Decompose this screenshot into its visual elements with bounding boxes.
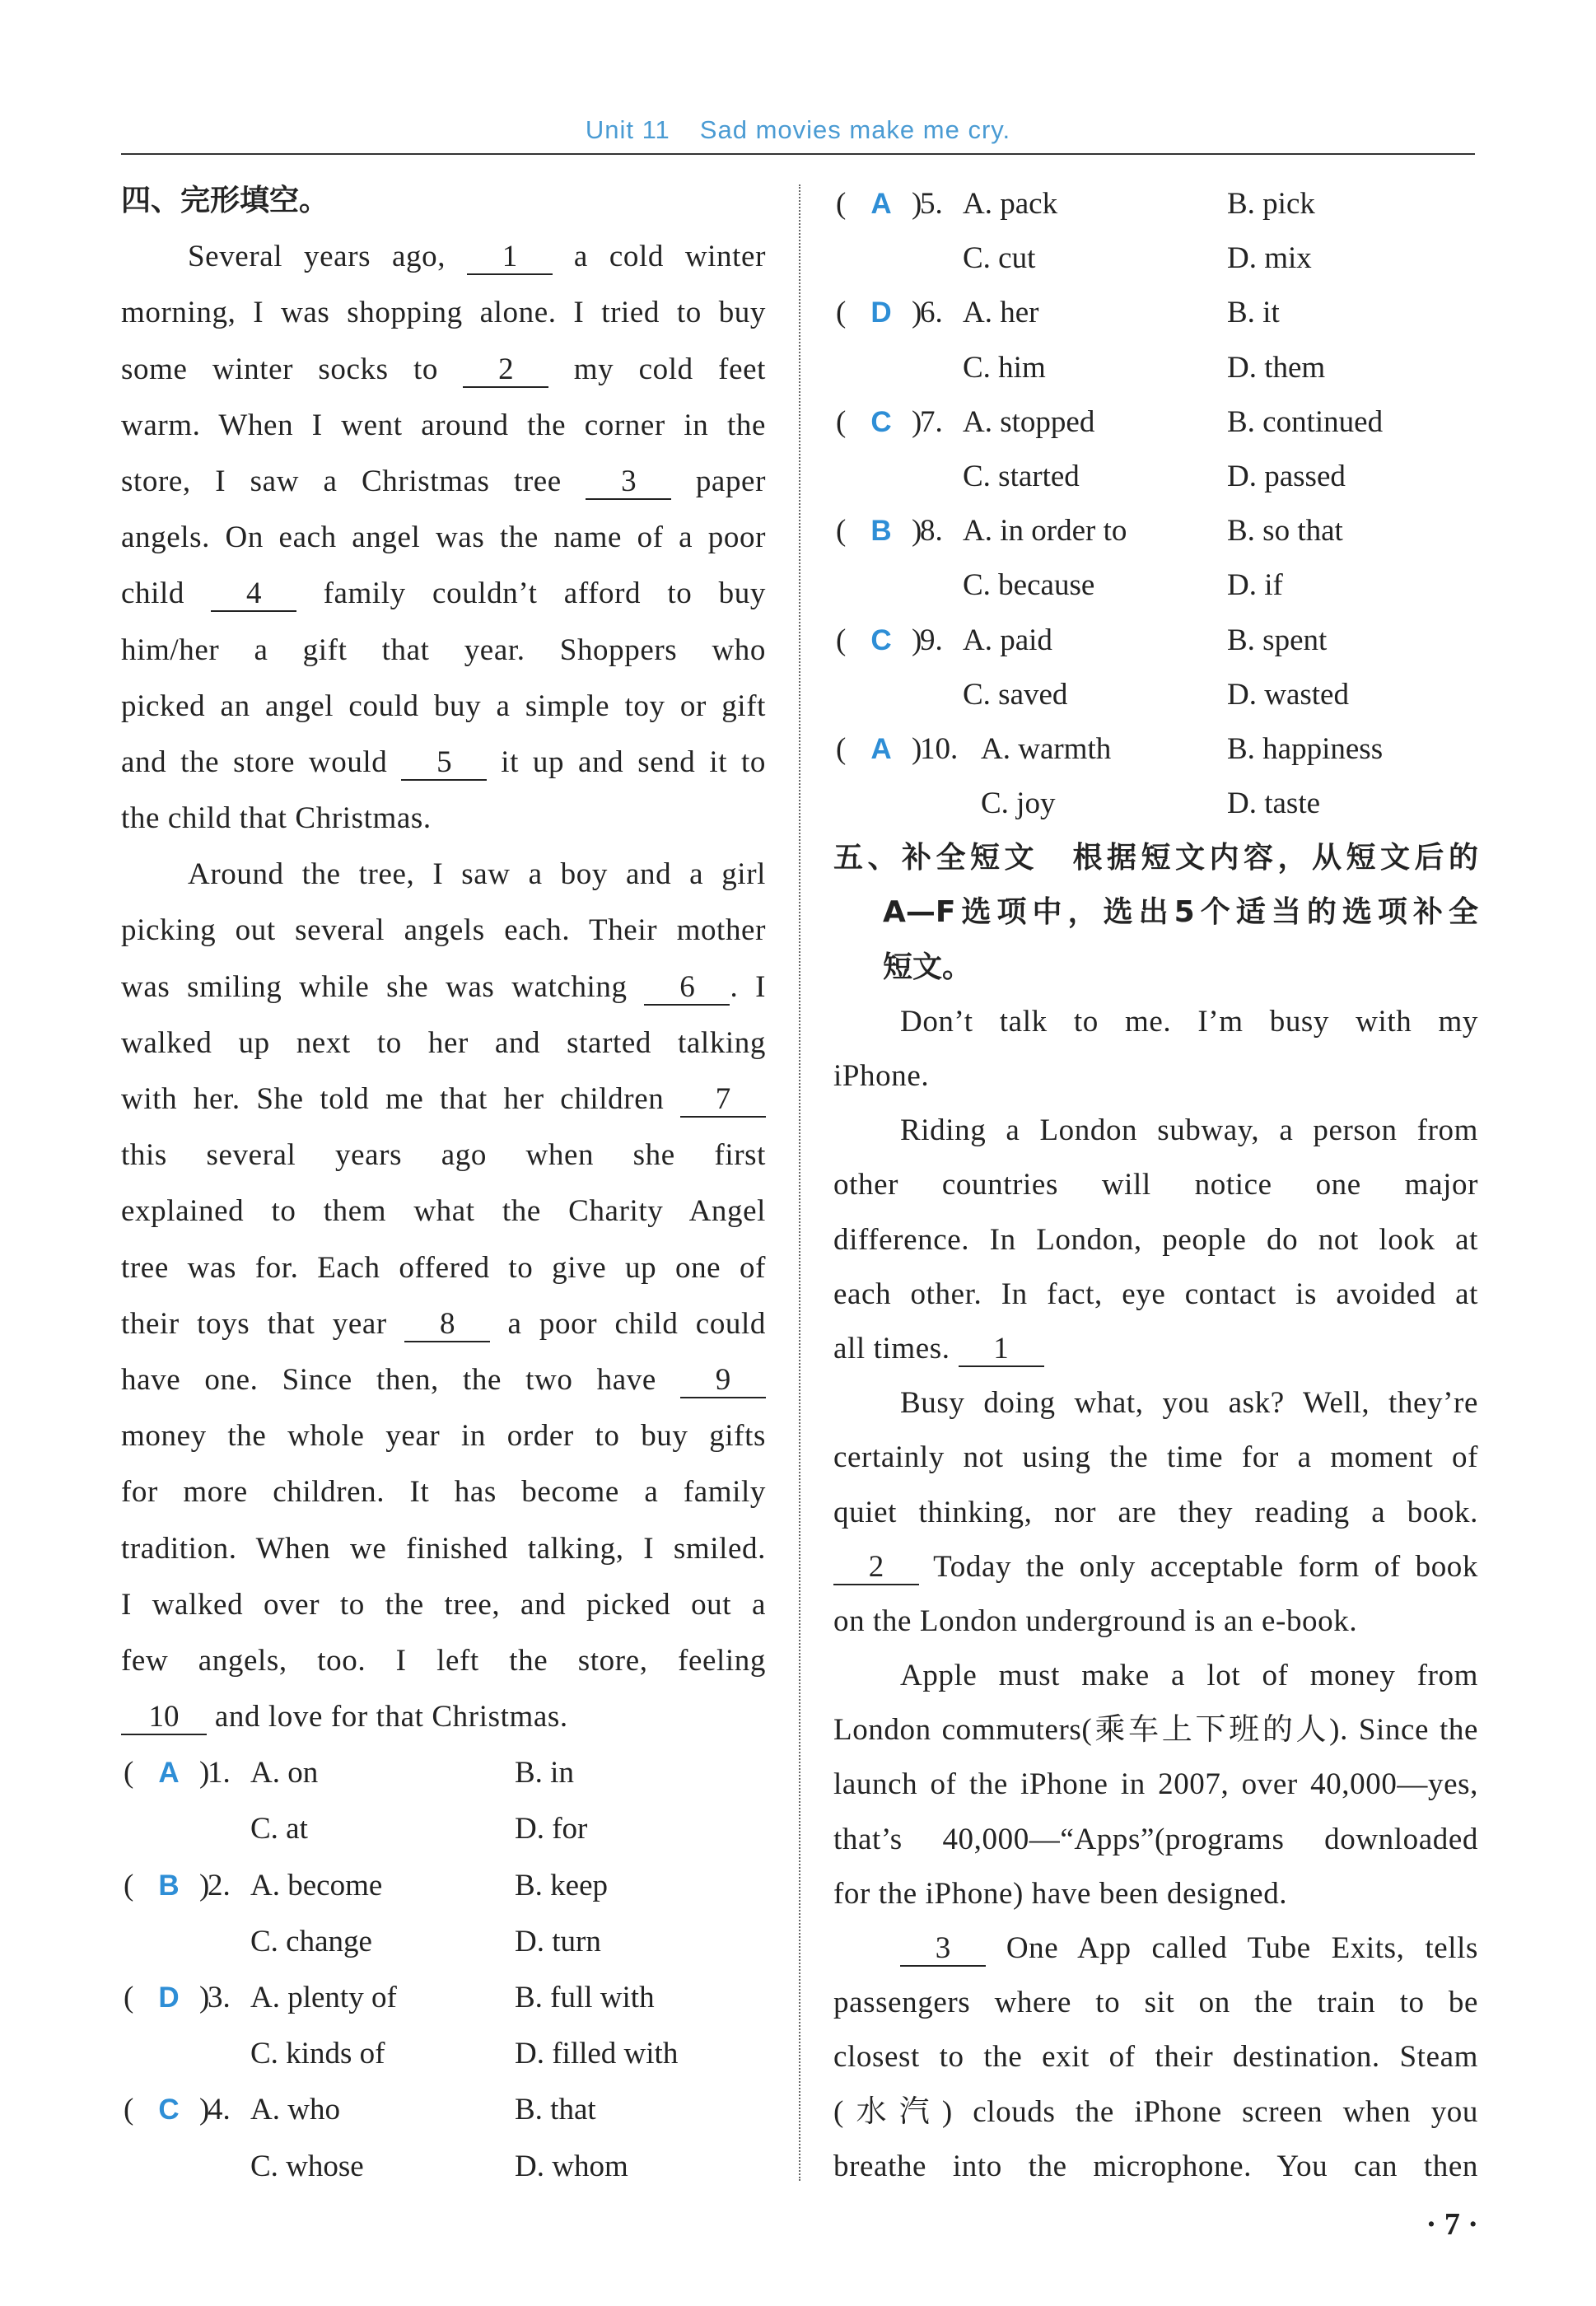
text-segment: for more children. It has become a family xyxy=(121,1475,766,1510)
answer-10: A xyxy=(870,732,892,765)
text-segment: the child that Christmas. xyxy=(121,801,432,836)
passage-line xyxy=(121,1577,766,1633)
blank-7: 7 xyxy=(680,1083,766,1118)
question-number-1: 1. xyxy=(208,1756,231,1790)
text-segment: breathe into the microphone. You can then xyxy=(833,2149,1478,2183)
open-paren: ( xyxy=(124,1981,134,2014)
text-segment: money the whole year in order to buy gifts xyxy=(121,1419,766,1454)
unit-header xyxy=(0,114,1596,147)
text-segment: I walked over to the tree, and picked out a xyxy=(121,1587,766,1622)
open-paren: ( xyxy=(836,623,847,657)
text-segment: a poor child could xyxy=(490,1306,766,1341)
passage-line xyxy=(833,995,1478,1049)
text-segment: warm. When I went around the corner in the xyxy=(121,408,766,442)
option-8-a: A. in order to xyxy=(963,514,1127,548)
question-3-options-cd xyxy=(121,2026,766,2082)
text-segment: launch of the iPhone in 2007, over 40,000—yes, xyxy=(833,1767,1478,1802)
close-paren: ) xyxy=(199,1868,210,1902)
blank-3: 3 xyxy=(900,1932,986,1967)
text-segment: quiet thinking, nor are they reading a book. xyxy=(833,1495,1478,1529)
passage-line xyxy=(121,903,766,959)
text-segment: Apple must make a lot of money from xyxy=(900,1659,1478,1693)
option-7-d: D. passed xyxy=(1227,459,1346,493)
passage-line xyxy=(833,1703,1478,1758)
option-10-c: C. joy xyxy=(981,787,1056,821)
answer-6: D xyxy=(870,296,892,329)
option-5-b: B. pick xyxy=(1227,187,1315,221)
text-segment: picked an angel could buy a simple toy or gift xyxy=(121,689,766,723)
blank-9: 9 xyxy=(680,1364,766,1398)
passage-line xyxy=(833,1813,1478,1867)
paragraph xyxy=(833,1376,1478,1649)
question-number-2: 2. xyxy=(208,1868,231,1902)
text-segment: their toys that year xyxy=(121,1306,405,1341)
option-5-c: C. cut xyxy=(963,241,1036,276)
option-7-c: C. started xyxy=(963,459,1080,493)
text-segment: family couldn’t afford to buy xyxy=(296,576,766,611)
blank-4: 4 xyxy=(211,577,296,612)
unit-title: Sad movies make me cry. xyxy=(699,115,1011,144)
passage-line xyxy=(833,1158,1478,1212)
option-2-c: C. change xyxy=(250,1924,372,1958)
question-1 xyxy=(121,1745,766,1801)
text-segment: and the store would xyxy=(121,745,402,779)
text-segment: with her. She told me that her children xyxy=(121,1082,680,1116)
passage-line xyxy=(833,1104,1478,1158)
open-paren: ( xyxy=(836,731,847,766)
blank-8: 8 xyxy=(404,1308,490,1342)
text-segment: iPhone. xyxy=(833,1059,930,1093)
passage-line xyxy=(121,566,766,622)
question-number-9: 9. xyxy=(920,623,943,657)
passage-line xyxy=(121,847,766,903)
close-paren: ) xyxy=(912,187,922,221)
right-column xyxy=(833,177,1478,2194)
blank-10: 10 xyxy=(121,1701,207,1735)
answer-8: B xyxy=(870,515,892,548)
passage-line xyxy=(121,1689,766,1745)
option-6-a: A. her xyxy=(963,296,1039,330)
blank-2: 2 xyxy=(463,353,548,388)
section-5-heading-line: 短文。 xyxy=(883,950,973,984)
passage-line xyxy=(121,1464,766,1520)
open-paren: ( xyxy=(124,1868,134,1902)
passage-line xyxy=(833,1540,1478,1594)
passage-line xyxy=(833,1322,1478,1376)
question-8 xyxy=(833,504,1478,558)
text-segment: London commuters(乘车上下班的人). Since the xyxy=(833,1713,1478,1748)
close-paren: ) xyxy=(912,731,922,766)
text-segment: (水汽) clouds the iPhone screen when you xyxy=(833,2094,1478,2129)
passage-line xyxy=(833,2140,1478,2194)
gap-fill-passage xyxy=(833,995,1478,2194)
passage-line xyxy=(121,679,766,735)
text-segment: have one. Since then, the two have xyxy=(121,1362,680,1397)
question-7 xyxy=(833,395,1478,450)
open-paren: ( xyxy=(836,514,847,548)
close-paren: ) xyxy=(912,404,922,439)
question-10-options-cd xyxy=(833,777,1478,831)
paragraph xyxy=(833,1649,1478,1921)
passage-line xyxy=(121,735,766,791)
text-segment: picking out several angels each. Their mother xyxy=(121,913,766,948)
option-4-b: B. that xyxy=(515,2093,596,2127)
question-2 xyxy=(121,1858,766,1914)
cloze-passage xyxy=(121,229,766,1745)
option-8-d: D. if xyxy=(1227,568,1283,603)
answer-7: C xyxy=(870,405,892,438)
cloze-questions-1-4 xyxy=(121,1745,766,2195)
answer-5: A xyxy=(870,188,892,220)
question-4-options-cd xyxy=(121,2139,766,2195)
page-number: · 7 · xyxy=(1426,2207,1478,2242)
passage-line xyxy=(121,285,766,341)
option-2-b: B. keep xyxy=(515,1868,609,1902)
blank-3: 3 xyxy=(586,465,671,500)
question-6-options-cd xyxy=(833,341,1478,395)
option-6-d: D. them xyxy=(1227,350,1326,385)
question-3 xyxy=(121,1970,766,2026)
text-segment: Riding a London subway, a person from xyxy=(900,1113,1478,1148)
option-1-a: A. on xyxy=(250,1756,319,1790)
column-divider xyxy=(799,184,800,2181)
question-1-options-cd xyxy=(121,1801,766,1857)
blank-1: 1 xyxy=(467,240,553,275)
open-paren: ( xyxy=(124,2093,134,2127)
question-4 xyxy=(121,2082,766,2138)
left-column xyxy=(121,173,766,2195)
text-segment: my cold feet xyxy=(548,352,766,386)
passage-line xyxy=(121,1521,766,1577)
passage-line xyxy=(121,623,766,679)
passage-line xyxy=(833,1049,1478,1104)
text-segment: each other. In fact, eye contact is avoided at xyxy=(833,1277,1478,1311)
option-10-b: B. happiness xyxy=(1227,731,1384,766)
passage-line xyxy=(121,1183,766,1239)
option-8-c: C. because xyxy=(963,568,1095,603)
text-segment: Around the tree, I saw a boy and a girl xyxy=(188,857,766,892)
text-segment: on the London underground is an e-book. xyxy=(833,1603,1358,1638)
text-segment: was smiling while she was watching xyxy=(121,969,645,1004)
option-1-b: B. in xyxy=(515,1756,574,1790)
text-segment: all times. xyxy=(833,1331,959,1365)
question-7-options-cd xyxy=(833,450,1478,504)
passage-line xyxy=(833,1594,1478,1649)
passage-line xyxy=(121,229,766,285)
open-paren: ( xyxy=(124,1756,134,1790)
question-2-options-cd xyxy=(121,1914,766,1970)
passage-line xyxy=(121,959,766,1015)
text-segment: for the iPhone) have been designed. xyxy=(833,1876,1288,1911)
answer-2: B xyxy=(158,1869,180,1902)
passage-line xyxy=(833,1921,1478,1976)
option-4-d: D. whom xyxy=(515,2149,628,2183)
passage-line xyxy=(121,1408,766,1464)
text-segment: a cold winter xyxy=(553,240,766,274)
text-segment: tradition. When we finished talking, I smiled. xyxy=(121,1531,766,1566)
close-paren: ) xyxy=(912,296,922,330)
close-paren: ) xyxy=(912,514,922,548)
text-segment: explained to them what the Charity Angel xyxy=(121,1194,766,1229)
option-6-b: B. it xyxy=(1227,296,1280,330)
text-segment: certainly not using the time for a moment of xyxy=(833,1440,1478,1475)
paragraph xyxy=(833,1921,1478,2194)
text-segment: few angels, too. I left the store, feeling xyxy=(121,1643,766,1678)
option-10-a: A. warmth xyxy=(981,731,1112,766)
passage-line xyxy=(833,1431,1478,1485)
question-10 xyxy=(833,722,1478,777)
text-segment: Several years ago, xyxy=(188,240,468,274)
text-segment: paper xyxy=(671,464,766,498)
option-10-d: D. taste xyxy=(1227,787,1321,821)
option-3-d: D. filled with xyxy=(515,2037,679,2071)
text-segment: morning, I was shopping alone. I tried to buy xyxy=(121,296,766,330)
blank-2: 2 xyxy=(833,1551,919,1585)
question-number-7: 7. xyxy=(920,404,943,439)
section-5-heading xyxy=(833,831,1478,995)
option-4-c: C. whose xyxy=(250,2149,364,2183)
answer-3: D xyxy=(158,1982,180,2014)
close-paren: ) xyxy=(912,623,922,657)
option-3-b: B. full with xyxy=(515,1981,655,2014)
text-segment: tree was for. Each offered to give up one of xyxy=(121,1250,766,1285)
question-number-8: 8. xyxy=(920,514,943,548)
option-2-d: D. turn xyxy=(515,1924,601,1958)
text-segment: passengers where to sit on the train to be xyxy=(833,1986,1478,2020)
question-9 xyxy=(833,614,1478,668)
option-8-b: B. so that xyxy=(1227,514,1343,548)
passage-line xyxy=(121,1240,766,1296)
passage-line xyxy=(833,1486,1478,1540)
option-9-c: C. saved xyxy=(963,677,1068,712)
question-number-4: 4. xyxy=(208,2093,231,2127)
cloze-questions-5-10 xyxy=(833,177,1478,831)
option-1-d: D. for xyxy=(515,1812,588,1846)
header-rule xyxy=(121,153,1475,155)
option-7-b: B. continued xyxy=(1227,404,1384,439)
option-7-a: A. stopped xyxy=(963,404,1095,439)
passage-line xyxy=(121,454,766,510)
passage-line xyxy=(121,342,766,398)
blank-6: 6 xyxy=(644,971,730,1006)
text-segment: and love for that Christmas. xyxy=(207,1700,568,1734)
question-5-options-cd xyxy=(833,231,1478,286)
passage-line xyxy=(833,1649,1478,1703)
text-segment: child xyxy=(121,576,212,611)
close-paren: ) xyxy=(199,2093,210,2127)
passage-line xyxy=(833,1376,1478,1431)
text-segment: store, I saw a Christmas tree xyxy=(121,464,586,498)
option-3-c: C. kinds of xyxy=(250,2037,385,2071)
text-segment: angels. On each angel was the name of a poor xyxy=(121,520,766,555)
passage-line xyxy=(121,1352,766,1408)
passage-line xyxy=(121,1071,766,1127)
option-1-c: C. at xyxy=(250,1812,308,1846)
option-9-d: D. wasted xyxy=(1227,677,1349,712)
text-segment: some winter socks to xyxy=(121,352,464,386)
passage-line xyxy=(833,1867,1478,1921)
paragraph xyxy=(121,847,766,1745)
passage-line xyxy=(833,1758,1478,1812)
option-6-c: C. him xyxy=(963,350,1046,385)
passage-line xyxy=(121,1633,766,1689)
passage-line xyxy=(121,1296,766,1352)
text-segment: One App called Tube Exits, tells xyxy=(986,1931,1478,1965)
passage-line xyxy=(121,791,766,847)
option-9-a: A. paid xyxy=(963,623,1052,657)
paragraph xyxy=(833,1104,1478,1376)
passage-line xyxy=(121,1015,766,1071)
text-segment: this several years ago when she first xyxy=(121,1138,766,1173)
option-2-a: A. become xyxy=(250,1868,383,1902)
text-segment: Busy doing what, you ask? Well, they’re xyxy=(900,1386,1478,1421)
paragraph xyxy=(833,995,1478,1104)
option-9-b: B. spent xyxy=(1227,623,1328,657)
section-5-heading-line: 五、补全短文 根据短文内容，从短文后的 xyxy=(833,841,1478,875)
question-number-5: 5. xyxy=(920,187,943,221)
text-segment: that’s 40,000—“Apps”(programs downloaded xyxy=(833,1822,1478,1856)
question-5 xyxy=(833,177,1478,231)
question-number-10: 10. xyxy=(920,731,959,766)
text-segment: him/her a gift that year. Shoppers who xyxy=(121,633,766,667)
passage-line xyxy=(833,1976,1478,2030)
option-4-a: A. who xyxy=(250,2093,340,2127)
option-5-a: A. pack xyxy=(963,187,1058,221)
text-segment: walked up next to her and started talking xyxy=(121,1025,766,1060)
question-number-3: 3. xyxy=(208,1981,231,2014)
answer-9: C xyxy=(870,623,892,656)
passage-line xyxy=(833,2085,1478,2140)
close-paren: ) xyxy=(199,1981,210,2014)
question-9-options-cd xyxy=(833,668,1478,722)
passage-line xyxy=(833,2030,1478,2084)
text-segment: Today the only acceptable form of book xyxy=(919,1549,1478,1584)
text-segment: it up and send it to xyxy=(487,745,766,779)
blank-5: 5 xyxy=(401,746,487,781)
text-segment: other countries will notice one major xyxy=(833,1168,1478,1202)
close-paren: ) xyxy=(199,1756,210,1790)
blank-1: 1 xyxy=(959,1333,1044,1367)
open-paren: ( xyxy=(836,296,847,330)
answer-4: C xyxy=(158,2094,180,2126)
text-segment: . I xyxy=(730,969,766,1004)
answer-1: A xyxy=(158,1757,180,1790)
text-segment: closest to the exit of their destination. Steam xyxy=(833,2040,1478,2075)
question-6 xyxy=(833,286,1478,340)
paragraph xyxy=(121,229,766,847)
open-paren: ( xyxy=(836,187,847,221)
passage-line xyxy=(121,1127,766,1183)
open-paren: ( xyxy=(836,404,847,439)
text-segment: Don’t talk to me. I’m busy with my xyxy=(900,1004,1478,1039)
section-4-heading: 四、完形填空。 xyxy=(121,184,329,217)
question-number-6: 6. xyxy=(920,296,943,330)
unit-label: Unit 11 xyxy=(585,115,670,144)
section-5-heading-line: A—F选项中，选出5个适当的选项补全 xyxy=(883,895,1478,930)
passage-line xyxy=(833,1267,1478,1322)
option-3-a: A. plenty of xyxy=(250,1981,397,2014)
text-segment: difference. In London, people do not look at xyxy=(833,1222,1478,1257)
passage-line xyxy=(833,1213,1478,1267)
passage-line xyxy=(121,398,766,454)
option-5-d: D. mix xyxy=(1227,241,1312,276)
passage-line xyxy=(121,510,766,566)
question-8-options-cd xyxy=(833,558,1478,613)
